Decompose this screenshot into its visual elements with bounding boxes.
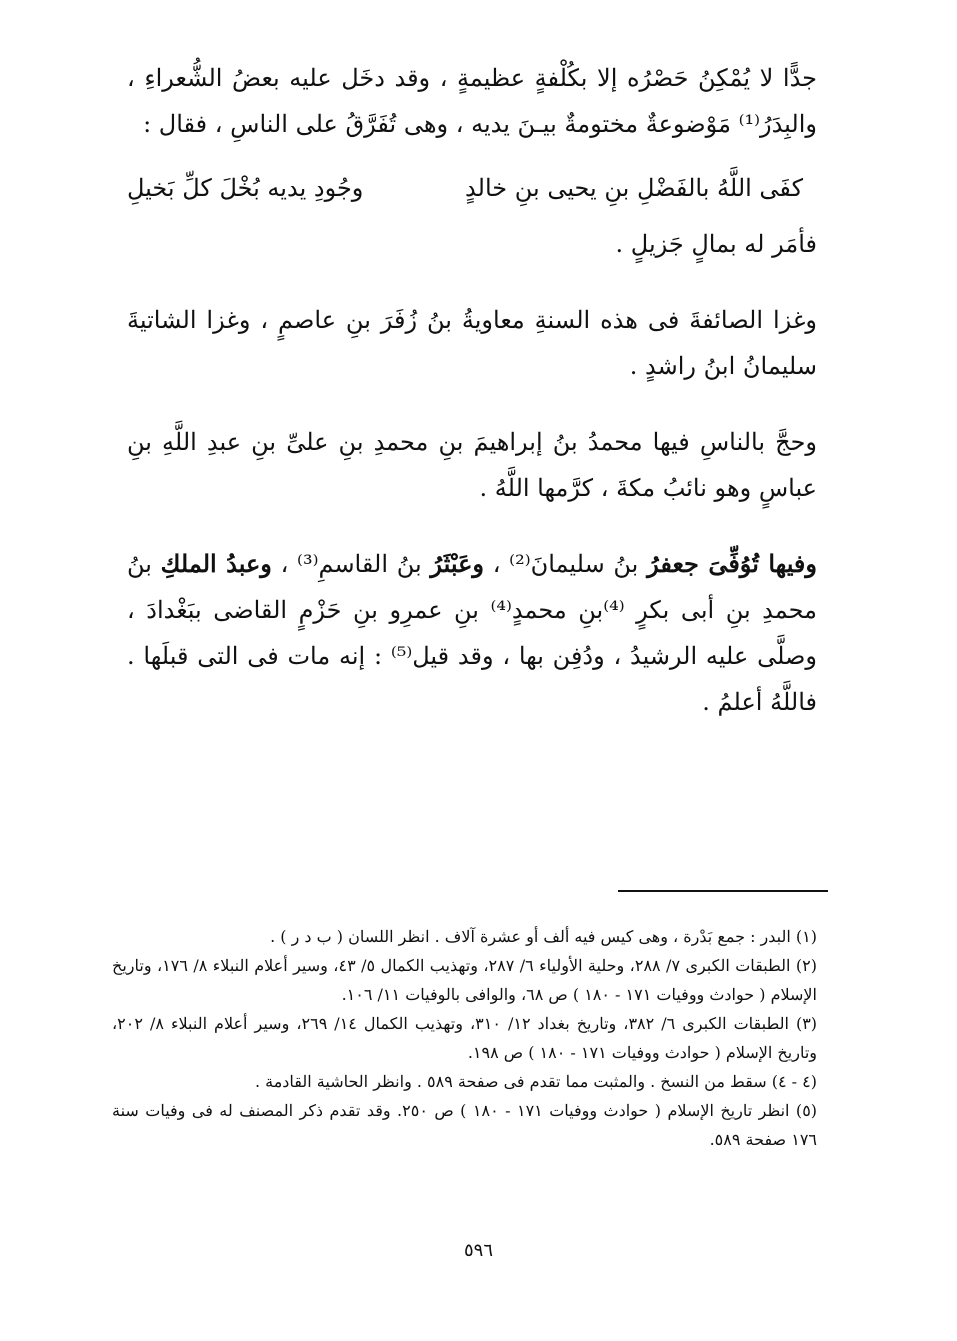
footnote-1: (١) البدر : جمع بَدْرة ، وهى كيس فيه ألف أو عشرة آلاف . انظر اللسان ( ب د ر ) . bbox=[270, 927, 817, 946]
paragraph-5 bbox=[127, 541, 817, 725]
death-entry-abthar: وعَبْثَرُ bbox=[430, 549, 485, 578]
paragraph-2: فأمَر له بمالٍ جَزيلٍ . bbox=[615, 230, 817, 258]
verse-first-hemistich: كفَى اللَّهُ بالفَضْلِ بنِ يحيى بنِ خالدٍ bbox=[465, 174, 803, 202]
paragraph-5-text-2: بنُ القاسمِ⁽³⁾ ، bbox=[271, 550, 422, 578]
footnotes-block bbox=[112, 922, 817, 1154]
paragraph-5-text-1: بنُ سليمانَ⁽²⁾ ، bbox=[484, 550, 639, 578]
footnote-4: (٤ - ٤) سقط من النسخ . والمثبت مما تقدم فى صفحة ٥٨٩ . وانظر الحاشية القادمة . bbox=[254, 1072, 817, 1091]
paragraph-4: وحجَّ بالناسِ فيها محمدُ بنُ إبراهيمَ بنِ محمدِ بنِ علىِّ بنِ عبدِ اللَّهِ بنِ عباسٍ وهو نائبُ مكةَ ، كرَّمها اللَّهُ . bbox=[127, 428, 817, 502]
footnote-2: (٢) الطبقات الكبرى ٧/ ٢٨٨، وحلية الأولياء ٦/ ٢٨٧، وتهذيب الكمال ٥/ ٤٣، وسير أعلام النبلاء ٨/ ١٧٦، وتاريخ الإسلام ( حوادث ووفيات ١٧١ - ١٨٠ ) ص ٦٨، والوافى بالوفيات ١١/ ١٠٦. bbox=[112, 956, 818, 1004]
page-number: ٥٩٦ bbox=[463, 1240, 493, 1261]
death-entry-abdulmalik: وعبدُ الملكِ bbox=[160, 549, 272, 578]
footnote-3: (٣) الطبقات الكبرى ٦/ ٣٨٢، وتاريخ بغداد ١٢/ ٣١٠، وتهذيب الكمال ١٤/ ٢٦٩، وسير أعلام النبلاء ٨/ ٢٠٢، وتاريخ الإسلام ( حوادث ووفيات ١٧١ - ١٨٠ ) ص ١٩٨. bbox=[112, 1014, 818, 1062]
footnote-5: (٥) انظر تاريخ الإسلام ( حوادث ووفيات ١٧١ - ١٨٠ ) ص ٢٥٠. وقد تقدم ذكر المصنف له فى وفيات سنة ١٧٦ صفحة ٥٨٩. bbox=[112, 1101, 818, 1149]
footnote-divider bbox=[618, 890, 828, 892]
paragraph-3: وغزا الصائفةَ فى هذه السنةِ معاويةُ بنُ زُفَرَ بنِ عاصمٍ ، وغزا الشاتيةَ سليمانُ ابنُ راشدٍ . bbox=[127, 306, 817, 380]
main-text-block bbox=[127, 55, 817, 725]
death-entry-jaafar: وفيها تُوُفِّىَ جعفرُ bbox=[647, 549, 817, 578]
poetry-verse bbox=[127, 165, 817, 211]
paragraph-5-text-3: بنُ محمدِ بنِ أبى بكرٍ ⁽⁴⁾بنِ محمدٍ⁽⁴⁾ بنِ عمرِو بنِ حَزْمٍ القاضى ببَغْدادَ ، وصلَّى عليه الرشيدُ ، ودُفِن بها ، وقد قيل⁽⁵⁾ : إنه مات فى التى قبلَها . فاللَّهُ أعلمُ . bbox=[127, 550, 817, 716]
verse-second-hemistich: وجُودِ يديه بُخْلَ كلِّ بَخيلِ bbox=[127, 174, 364, 202]
paragraph-1: جدًّا لا يُمْكِنُ حَصْرُه إلا بكُلْفةٍ عظيمةٍ ، وقد دخَل عليه بعضُ الشُّعراءِ ، والبِدَرُ⁽¹⁾ مَوْضوعةٌ مختومةٌ بيـنَ يديه ، وهى تُفَرَّقُ على الناسِ ، فقال : bbox=[127, 64, 817, 138]
